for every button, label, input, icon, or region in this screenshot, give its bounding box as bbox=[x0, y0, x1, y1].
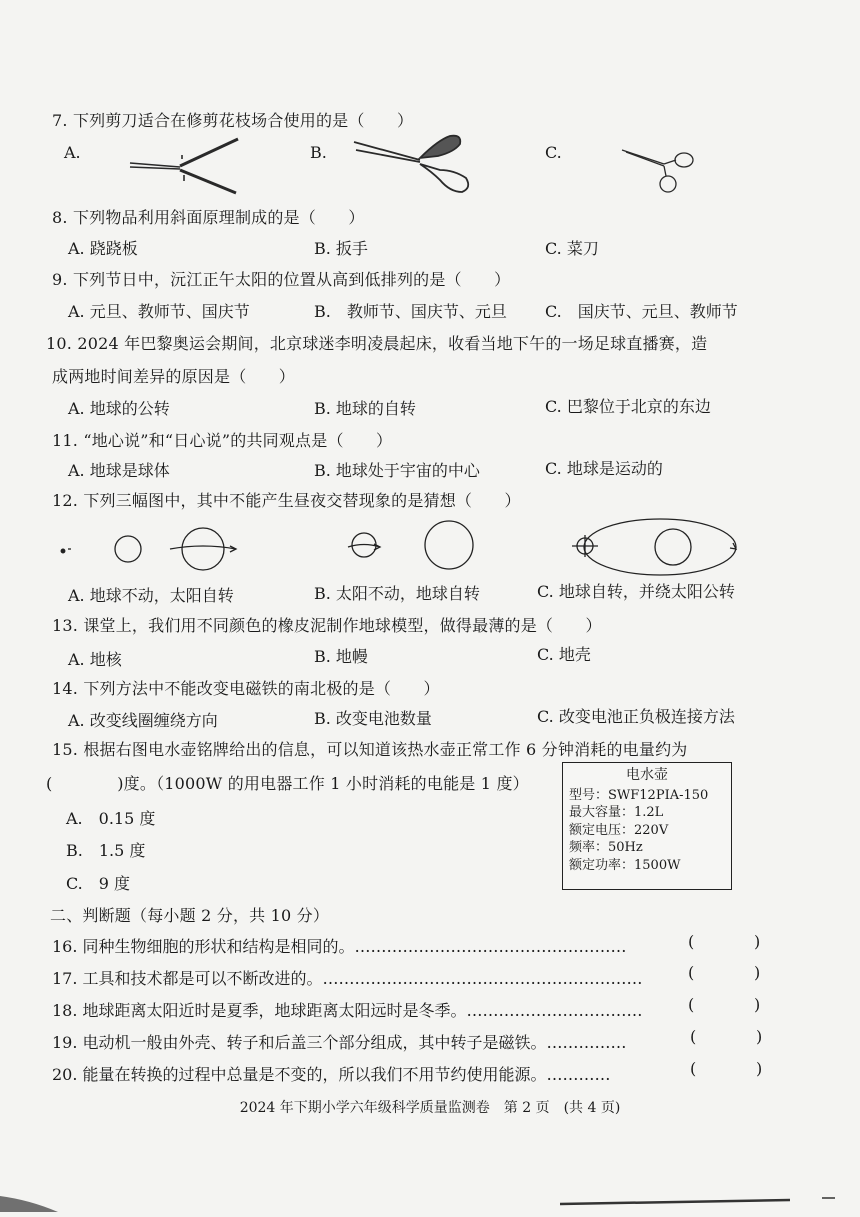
question-9-option-a: A. 元旦、教师节、国庆节 bbox=[68, 302, 250, 321]
nameplate-model: 型号：SWF12PIA-150 bbox=[569, 787, 709, 803]
pruning-scissors-icon bbox=[350, 130, 475, 202]
question-15-option-a: A. 0.15 度 bbox=[66, 809, 156, 828]
question-10-stem-line-1: 10. 2024 年巴黎奥运会期间，北京球迷李明凌晨起床，收看当地下午的一场足球直播赛，造 bbox=[46, 334, 708, 353]
question-15-option-c: C. 9 度 bbox=[66, 874, 131, 893]
nameplate-capacity: 最大容量：1.2L bbox=[569, 805, 664, 820]
question-11-option-c: C. 地球是运动的 bbox=[545, 459, 663, 478]
judge-item-19: 19. 电动机一般由外壳、转子和后盖三个部分组成，其中转子是磁铁。…………… bbox=[52, 1033, 627, 1052]
question-12-option-a: A. 地球不动，太阳自转 bbox=[68, 586, 234, 605]
answer-paren-close: ) bbox=[756, 1059, 763, 1078]
question-14-stem: 14. 下列方法中不能改变电磁铁的南北极的是（ ） bbox=[52, 679, 440, 698]
question-9-option-b: B. 教师节、国庆节、元旦 bbox=[314, 302, 507, 321]
question-8-stem: 8. 下列物品利用斜面原理制成的是（ ） bbox=[52, 208, 365, 227]
question-12-stem: 12. 下列三幅图中，其中不能产生昼夜交替现象的是猜想（ ） bbox=[52, 491, 521, 510]
hedge-shears-icon bbox=[128, 135, 243, 197]
question-14-option-c: C. 改变电池正负极连接方法 bbox=[537, 707, 735, 726]
diagram-a-icon bbox=[58, 525, 308, 577]
question-8-option-a: A. 跷跷板 bbox=[68, 239, 138, 258]
judge-item-17: 17. 工具和技术都是可以不断改进的。…………………………………………………… bbox=[52, 969, 643, 988]
scan-shadow-icon bbox=[0, 1190, 60, 1215]
answer-paren-open: ( bbox=[690, 1027, 697, 1046]
kettle-nameplate bbox=[562, 762, 732, 890]
diagram-b-icon bbox=[346, 517, 486, 577]
answer-paren-close: ) bbox=[756, 1027, 763, 1046]
question-14-option-b: B. 改变电池数量 bbox=[314, 709, 432, 728]
nameplate-power: 额定功率：1500W bbox=[569, 857, 681, 873]
question-14-option-a: A. 改变线圈缠绕方向 bbox=[68, 711, 218, 730]
nameplate-voltage: 额定电压：220V bbox=[569, 822, 669, 838]
question-9-stem: 9. 下列节日中，沅江正午太阳的位置从高到低排列的是（ ） bbox=[52, 270, 511, 289]
answer-paren-open: ( bbox=[688, 963, 695, 982]
question-7-option-c: C. bbox=[545, 143, 562, 162]
question-15-option-b: B. 1.5 度 bbox=[66, 841, 146, 860]
question-13-option-c: C. 地壳 bbox=[537, 645, 591, 664]
answer-paren-close: ) bbox=[754, 932, 761, 951]
question-10-stem-line-2: 成两地时间差异的原因是（ ） bbox=[52, 367, 296, 386]
question-15-stem-line-1: 15. 根据右图电水壶铭牌给出的信息，可以知道该热水壶正常工作 6 分钟消耗的电量约为 bbox=[52, 740, 688, 759]
small-scissors-icon bbox=[618, 140, 700, 198]
question-11-option-a: A. 地球是球体 bbox=[68, 461, 170, 480]
judge-item-20: 20. 能量在转换的过程中总量是不变的，所以我们不用节约使用能源。………… bbox=[52, 1065, 611, 1084]
answer-paren-open: ( bbox=[690, 1059, 697, 1078]
question-12-option-c: C. 地球自转，并绕太阳公转 bbox=[537, 582, 735, 601]
answer-paren-open: ( bbox=[688, 932, 695, 951]
judge-item-18: 18. 地球距离太阳近时是夏季，地球距离太阳远时是冬季。…………………………… bbox=[52, 1001, 643, 1020]
question-7-option-a: A. bbox=[64, 143, 81, 162]
answer-paren-open: ( bbox=[688, 995, 695, 1014]
question-13-option-a: A. 地核 bbox=[68, 650, 122, 669]
question-9-option-c: C. 国庆节、元旦、教师节 bbox=[545, 302, 738, 321]
question-7-stem: 7. 下列剪刀适合在修剪花枝场合使用的是（ ） bbox=[52, 111, 414, 130]
nameplate-title: 电水壶 bbox=[626, 767, 668, 783]
question-10-option-a: A. 地球的公转 bbox=[68, 399, 170, 418]
page-footer: 2024 年下期小学六年级科学质量监测卷 第 2 页 (共 4 页) bbox=[239, 1100, 621, 1116]
answer-paren-close: ) bbox=[754, 995, 761, 1014]
question-8-option-c: C. 菜刀 bbox=[545, 239, 599, 258]
question-12-option-b: B. 太阳不动，地球自转 bbox=[314, 584, 480, 603]
scan-edge-line-icon bbox=[560, 1190, 860, 1210]
question-11-stem: 11. “地心说”和“日心说”的共同观点是（ ） bbox=[52, 431, 393, 450]
question-10-option-b: B. 地球的自转 bbox=[314, 399, 416, 418]
judge-item-16: 16. 同种生物细胞的形状和结构是相同的。…………………………………………… bbox=[52, 937, 627, 956]
nameplate-frequency: 频率：50Hz bbox=[569, 840, 643, 855]
question-15-stem-line-2: ( )度。（1000W 的用电器工作 1 小时消耗的电能是 1 度） bbox=[46, 774, 529, 793]
question-10-option-c: C. 巴黎位于北京的东边 bbox=[545, 397, 711, 416]
question-13-stem: 13. 课堂上，我们用不同颜色的橡皮泥制作地球模型，做得最薄的是（ ） bbox=[52, 616, 602, 635]
section-2-heading: 二、判断题（每小题 2 分，共 10 分） bbox=[50, 906, 330, 925]
question-13-option-b: B. 地幔 bbox=[314, 647, 368, 666]
question-8-option-b: B. 扳手 bbox=[314, 239, 368, 258]
question-7-option-b: B. bbox=[310, 143, 327, 162]
diagram-c-icon bbox=[568, 513, 743, 583]
answer-paren-close: ) bbox=[754, 963, 761, 982]
question-11-option-b: B. 地球处于宇宙的中心 bbox=[314, 461, 480, 480]
